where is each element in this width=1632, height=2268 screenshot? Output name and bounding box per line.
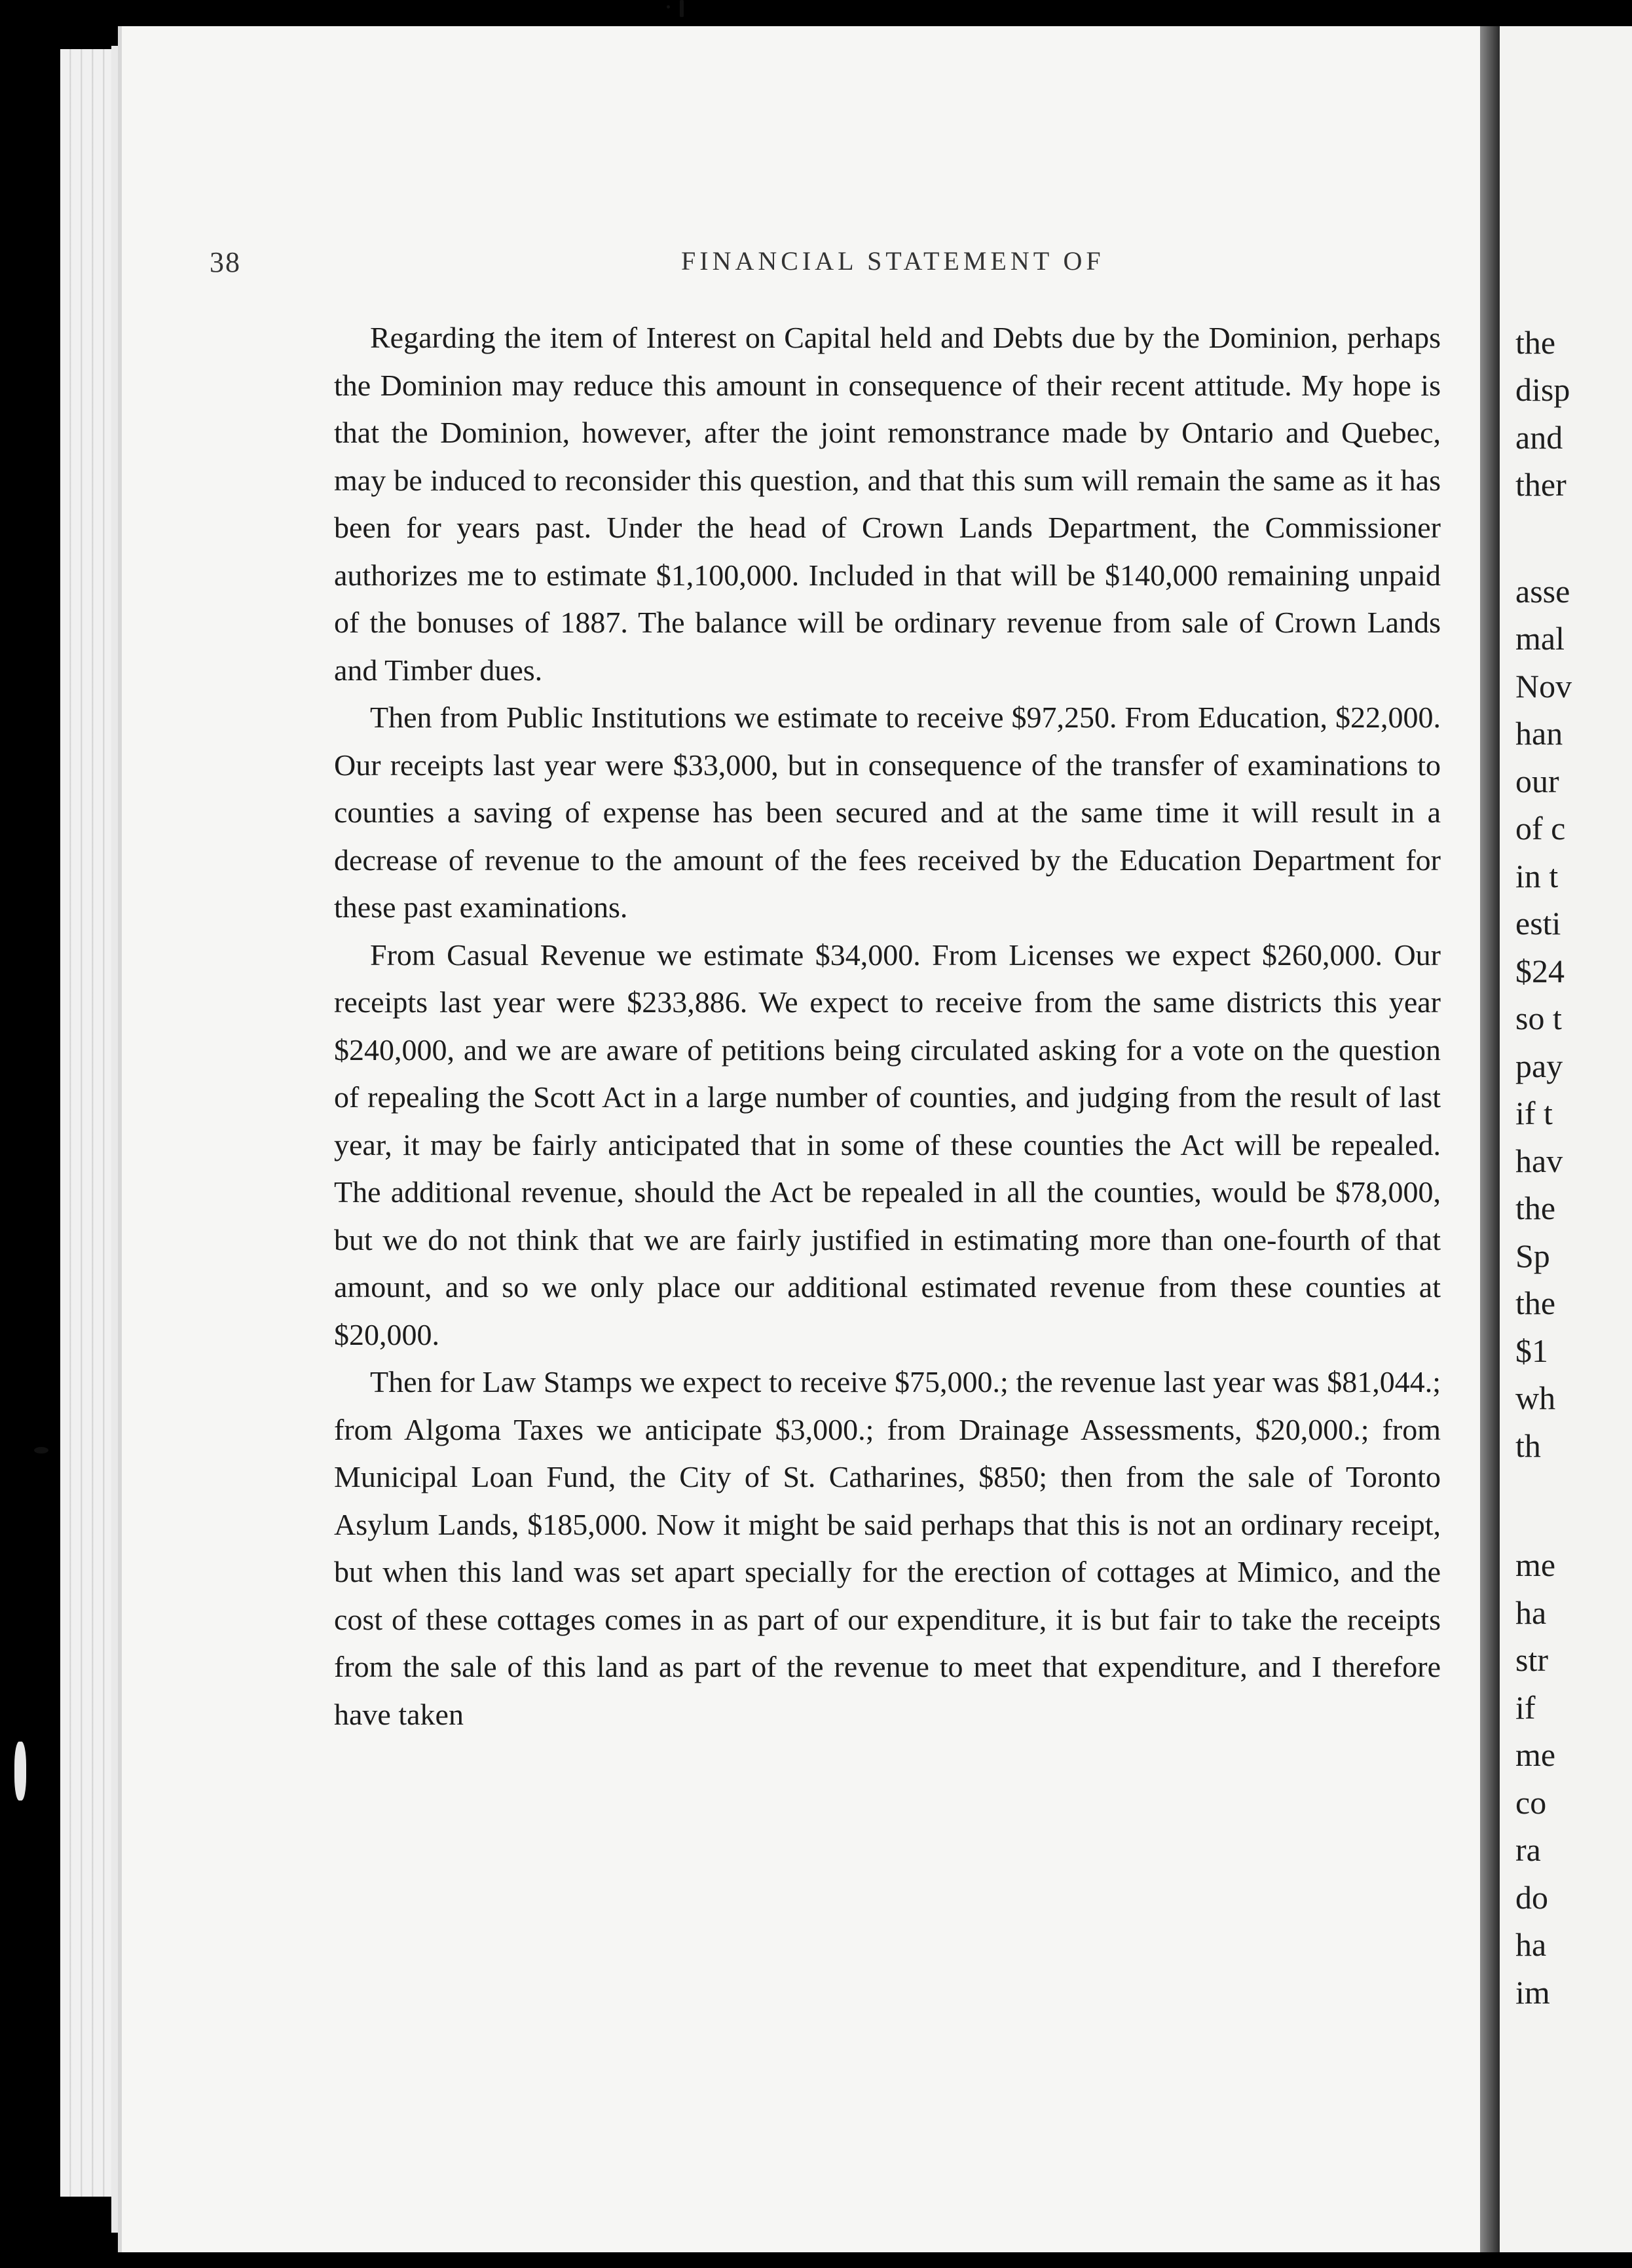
facing-page-fragment: if t xyxy=(1515,1095,1553,1131)
paragraph: Regarding the item of Interest on Capital held and Debts due by the Dominion, perhaps the Dominion may reduce this amount in consequence of their recent attitude. My hope is that the Dominion, however, after the joint remonstrance made by Ontario and Quebec, may be induced to reconsider this question, and that this sum will remain the same as it has been for years past. Under the head of Crown Lands Department, the Commissioner authorizes me to estimate $1,100,000. Included in that will be $140,000 remaining unpaid of the bonuses of 1887. The balance will be ordinary revenue from sale of Crown Lands and Timber dues. xyxy=(334,321,1441,687)
facing-page-fragment: th xyxy=(1515,1427,1541,1464)
ink-speck xyxy=(34,1447,48,1454)
facing-page-fragment: Nov xyxy=(1515,668,1572,704)
facing-page-fragment: hav xyxy=(1515,1143,1563,1179)
facing-page-fragment: and xyxy=(1515,419,1563,456)
facing-page xyxy=(1500,26,1632,2252)
facing-page-fragment: ha xyxy=(1515,1926,1547,1963)
facing-page-fragment: wh xyxy=(1515,1380,1556,1416)
facing-page-fragment: me xyxy=(1515,1736,1556,1773)
facing-page-fragment: han xyxy=(1515,715,1563,752)
facing-page-fragment: of c xyxy=(1515,810,1566,847)
facing-page-fragment: the xyxy=(1515,1190,1556,1226)
facing-page-fragment: ha xyxy=(1515,1594,1547,1631)
paragraph: Then from Public Institutions we estimate to receive $97,250. From Education, $22,000. Our receipts last year were $33,000, but in consequence of the transfer of examinations to counties a saving of expense has been secured and at the same time it will result in a decrease of revenue to the amount of the fees received by the Education Department for these past examinations. xyxy=(334,701,1441,924)
facing-page-fragment: asse xyxy=(1515,573,1570,610)
ink-speck xyxy=(667,5,670,9)
facing-page-fragment: the xyxy=(1515,324,1556,361)
facing-page-fragment: our xyxy=(1515,763,1559,799)
facing-page-fragment: me xyxy=(1515,1546,1556,1583)
body-text xyxy=(334,314,1441,1738)
facing-page-fragment: Sp xyxy=(1515,1237,1550,1274)
facing-page-fragment: ra xyxy=(1515,1831,1541,1868)
book-gutter xyxy=(1480,26,1500,2252)
facing-page-fragment: disp xyxy=(1515,371,1570,408)
ink-speck xyxy=(680,0,684,17)
facing-page-fragment: co xyxy=(1515,1784,1547,1821)
facing-page-fragment: in t xyxy=(1515,858,1559,894)
facing-page-fragment: ther xyxy=(1515,466,1567,503)
facing-page-fragment: $1 xyxy=(1515,1332,1548,1369)
paragraph: From Casual Revenue we estimate $34,000. From Licenses we expect $260,000. Our receipts last year were $233,886. We expect to receive from the same districts this year $240,000, and we are aware of petitions being circulated asking for a vote on the question of repealing the Scott Act in a large number of counties, and judging from the result of last year, it may be fairly anticipated that in some of these counties the Act will be repealed. The additional revenue, should the Act be repealed in all the counties, would be $78,000, but we do not think that we are fairly justified in estimating more than one-fourth of that amount, and so we only place our additional estimated revenue from these counties at $20,000. xyxy=(334,938,1441,1351)
facing-page-fragment: str xyxy=(1515,1641,1548,1678)
facing-page-fragment: if xyxy=(1515,1689,1536,1726)
facing-page-fragment: do xyxy=(1515,1879,1548,1916)
ink-speck xyxy=(14,1742,26,1801)
running-head: FINANCIAL STATEMENT OF xyxy=(681,246,1105,276)
page-header xyxy=(210,246,1454,291)
facing-page-fragment: the xyxy=(1515,1285,1556,1321)
paragraph: Then for Law Stamps we expect to receive $75,000.; the revenue last year was $81,044.; from Algoma Taxes we anticipate $3,000.; from Drainage Assessments, $20,000.; from Municipal Loan Fund, the City of St. Catharines, $850; then from the sale of Toronto Asylum Lands, $185,000. Now it might be said perhaps that this is not an ordinary receipt, but when this land was set apart specially for the erection of cottages at Mimico, and the cost of these cottages comes in as part of our expenditure, it is but fair to take the receipts from the sale of this land as part of the revenue to meet that expenditure, and I therefore have taken xyxy=(334,1365,1441,1731)
facing-page-fragment: im xyxy=(1515,1974,1550,2011)
facing-page-fragment: $24 xyxy=(1515,953,1565,989)
facing-page-fragment: mal xyxy=(1515,620,1565,657)
facing-page-fragment: so t xyxy=(1515,1000,1562,1036)
facing-page-fragment: pay xyxy=(1515,1048,1563,1084)
page-number: 38 xyxy=(210,246,241,278)
facing-page-fragment: esti xyxy=(1515,905,1561,942)
